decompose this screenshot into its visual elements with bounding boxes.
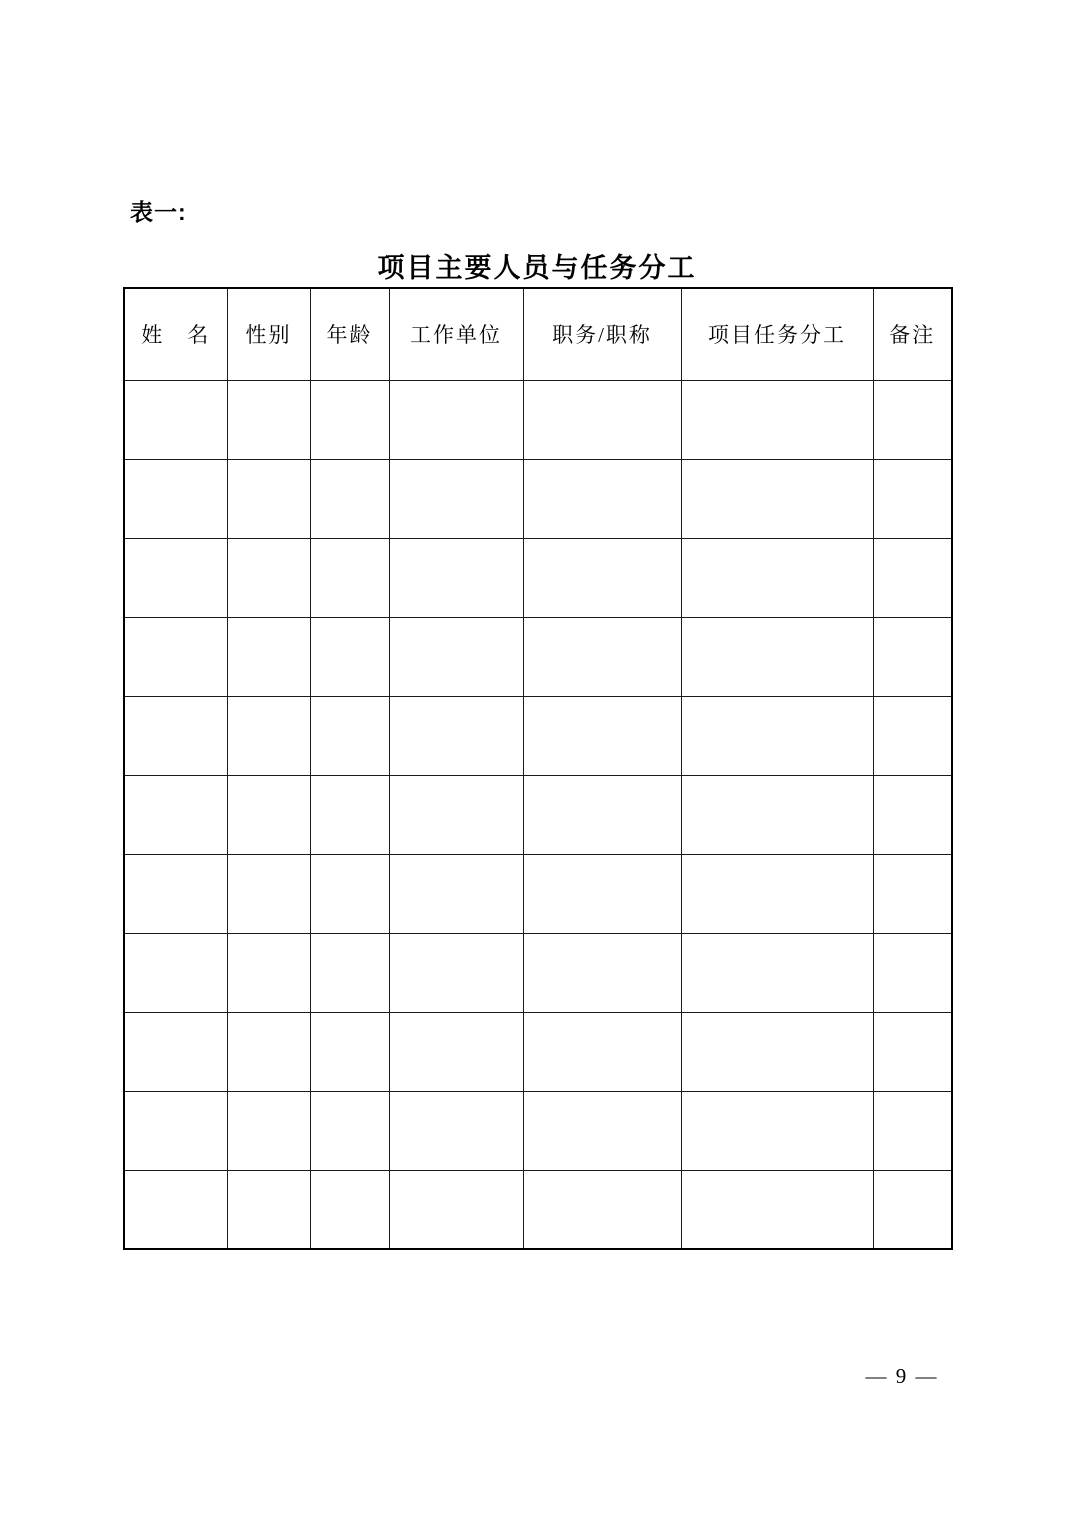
table-cell xyxy=(310,1091,389,1170)
table-cell xyxy=(310,617,389,696)
table-cell xyxy=(681,1012,873,1091)
table-cell xyxy=(310,696,389,775)
table-header xyxy=(124,288,952,380)
table-cell xyxy=(523,617,681,696)
table-cell xyxy=(227,380,310,459)
table-cell xyxy=(124,459,227,538)
table-cell xyxy=(681,380,873,459)
table-cell xyxy=(681,1091,873,1170)
table-cell xyxy=(389,1170,523,1249)
table-cell xyxy=(523,538,681,617)
column-header-3: 年龄 xyxy=(310,288,389,380)
table-cell xyxy=(873,933,952,1012)
table-row xyxy=(124,854,952,933)
table-cell xyxy=(227,459,310,538)
table-cell xyxy=(873,696,952,775)
header-row xyxy=(124,288,952,380)
table-cell xyxy=(227,1091,310,1170)
table-cell xyxy=(389,459,523,538)
table-cell xyxy=(681,538,873,617)
table-cell xyxy=(873,854,952,933)
table-cell xyxy=(310,775,389,854)
table-cell xyxy=(873,538,952,617)
table-title: 项目主要人员与任务分工 xyxy=(377,253,697,283)
table-cell xyxy=(389,1012,523,1091)
table-cell xyxy=(227,538,310,617)
table-cell xyxy=(389,1091,523,1170)
table-cell xyxy=(523,933,681,1012)
table-cell xyxy=(873,459,952,538)
table-cell xyxy=(523,696,681,775)
table-row xyxy=(124,1091,952,1170)
table-row xyxy=(124,1012,952,1091)
table-cell xyxy=(523,854,681,933)
table-cell xyxy=(873,1091,952,1170)
table-label: 表一: xyxy=(130,199,187,225)
table-cell xyxy=(124,617,227,696)
table-cell xyxy=(681,775,873,854)
table-cell xyxy=(310,854,389,933)
table-cell xyxy=(873,1012,952,1091)
table-cell xyxy=(873,617,952,696)
table-cell xyxy=(310,459,389,538)
table-cell xyxy=(681,854,873,933)
table-cell xyxy=(389,854,523,933)
table-cell xyxy=(124,1091,227,1170)
table-cell xyxy=(310,933,389,1012)
table-row xyxy=(124,380,952,459)
table-cell xyxy=(681,696,873,775)
table-cell xyxy=(124,933,227,1012)
column-header-6: 项目任务分工 xyxy=(681,288,873,380)
column-header-5: 职务/职称 xyxy=(523,288,681,380)
table-cell xyxy=(124,775,227,854)
page-number: — 9 — xyxy=(865,1364,939,1388)
table-cell xyxy=(389,696,523,775)
table-row xyxy=(124,1170,952,1249)
table-cell xyxy=(124,854,227,933)
table-cell xyxy=(227,617,310,696)
table-cell xyxy=(310,1012,389,1091)
table-cell xyxy=(389,538,523,617)
table-row xyxy=(124,538,952,617)
table-cell xyxy=(523,1091,681,1170)
table-cell xyxy=(227,1012,310,1091)
table-cell xyxy=(389,775,523,854)
table-row xyxy=(124,933,952,1012)
table-cell xyxy=(227,1170,310,1249)
table-cell xyxy=(310,380,389,459)
table-cell xyxy=(873,380,952,459)
table-cell xyxy=(681,1170,873,1249)
column-header-1: 姓 名 xyxy=(124,288,227,380)
table-cell xyxy=(389,933,523,1012)
table-row xyxy=(124,617,952,696)
column-header-2: 性别 xyxy=(227,288,310,380)
table-cell xyxy=(389,617,523,696)
table-cell xyxy=(523,1012,681,1091)
table-cell xyxy=(681,459,873,538)
table-row xyxy=(124,775,952,854)
table-cell xyxy=(523,380,681,459)
column-header-4: 工作单位 xyxy=(389,288,523,380)
table-row xyxy=(124,459,952,538)
table-cell xyxy=(124,1170,227,1249)
table-cell xyxy=(523,1170,681,1249)
table-cell xyxy=(124,1012,227,1091)
table-cell xyxy=(523,459,681,538)
table-cell xyxy=(227,933,310,1012)
table-cell xyxy=(873,775,952,854)
table-cell xyxy=(310,1170,389,1249)
table-cell xyxy=(310,538,389,617)
table-cell xyxy=(681,933,873,1012)
column-header-7: 备注 xyxy=(873,288,952,380)
table-cell xyxy=(873,1170,952,1249)
table-cell xyxy=(124,538,227,617)
table-cell xyxy=(389,380,523,459)
personnel-table xyxy=(123,287,953,1250)
table-cell xyxy=(681,617,873,696)
table-row xyxy=(124,696,952,775)
table-cell xyxy=(227,696,310,775)
table-body xyxy=(124,380,952,1249)
table-cell xyxy=(227,854,310,933)
table-cell xyxy=(124,696,227,775)
table-cell xyxy=(124,380,227,459)
table-cell xyxy=(227,775,310,854)
table-cell xyxy=(523,775,681,854)
